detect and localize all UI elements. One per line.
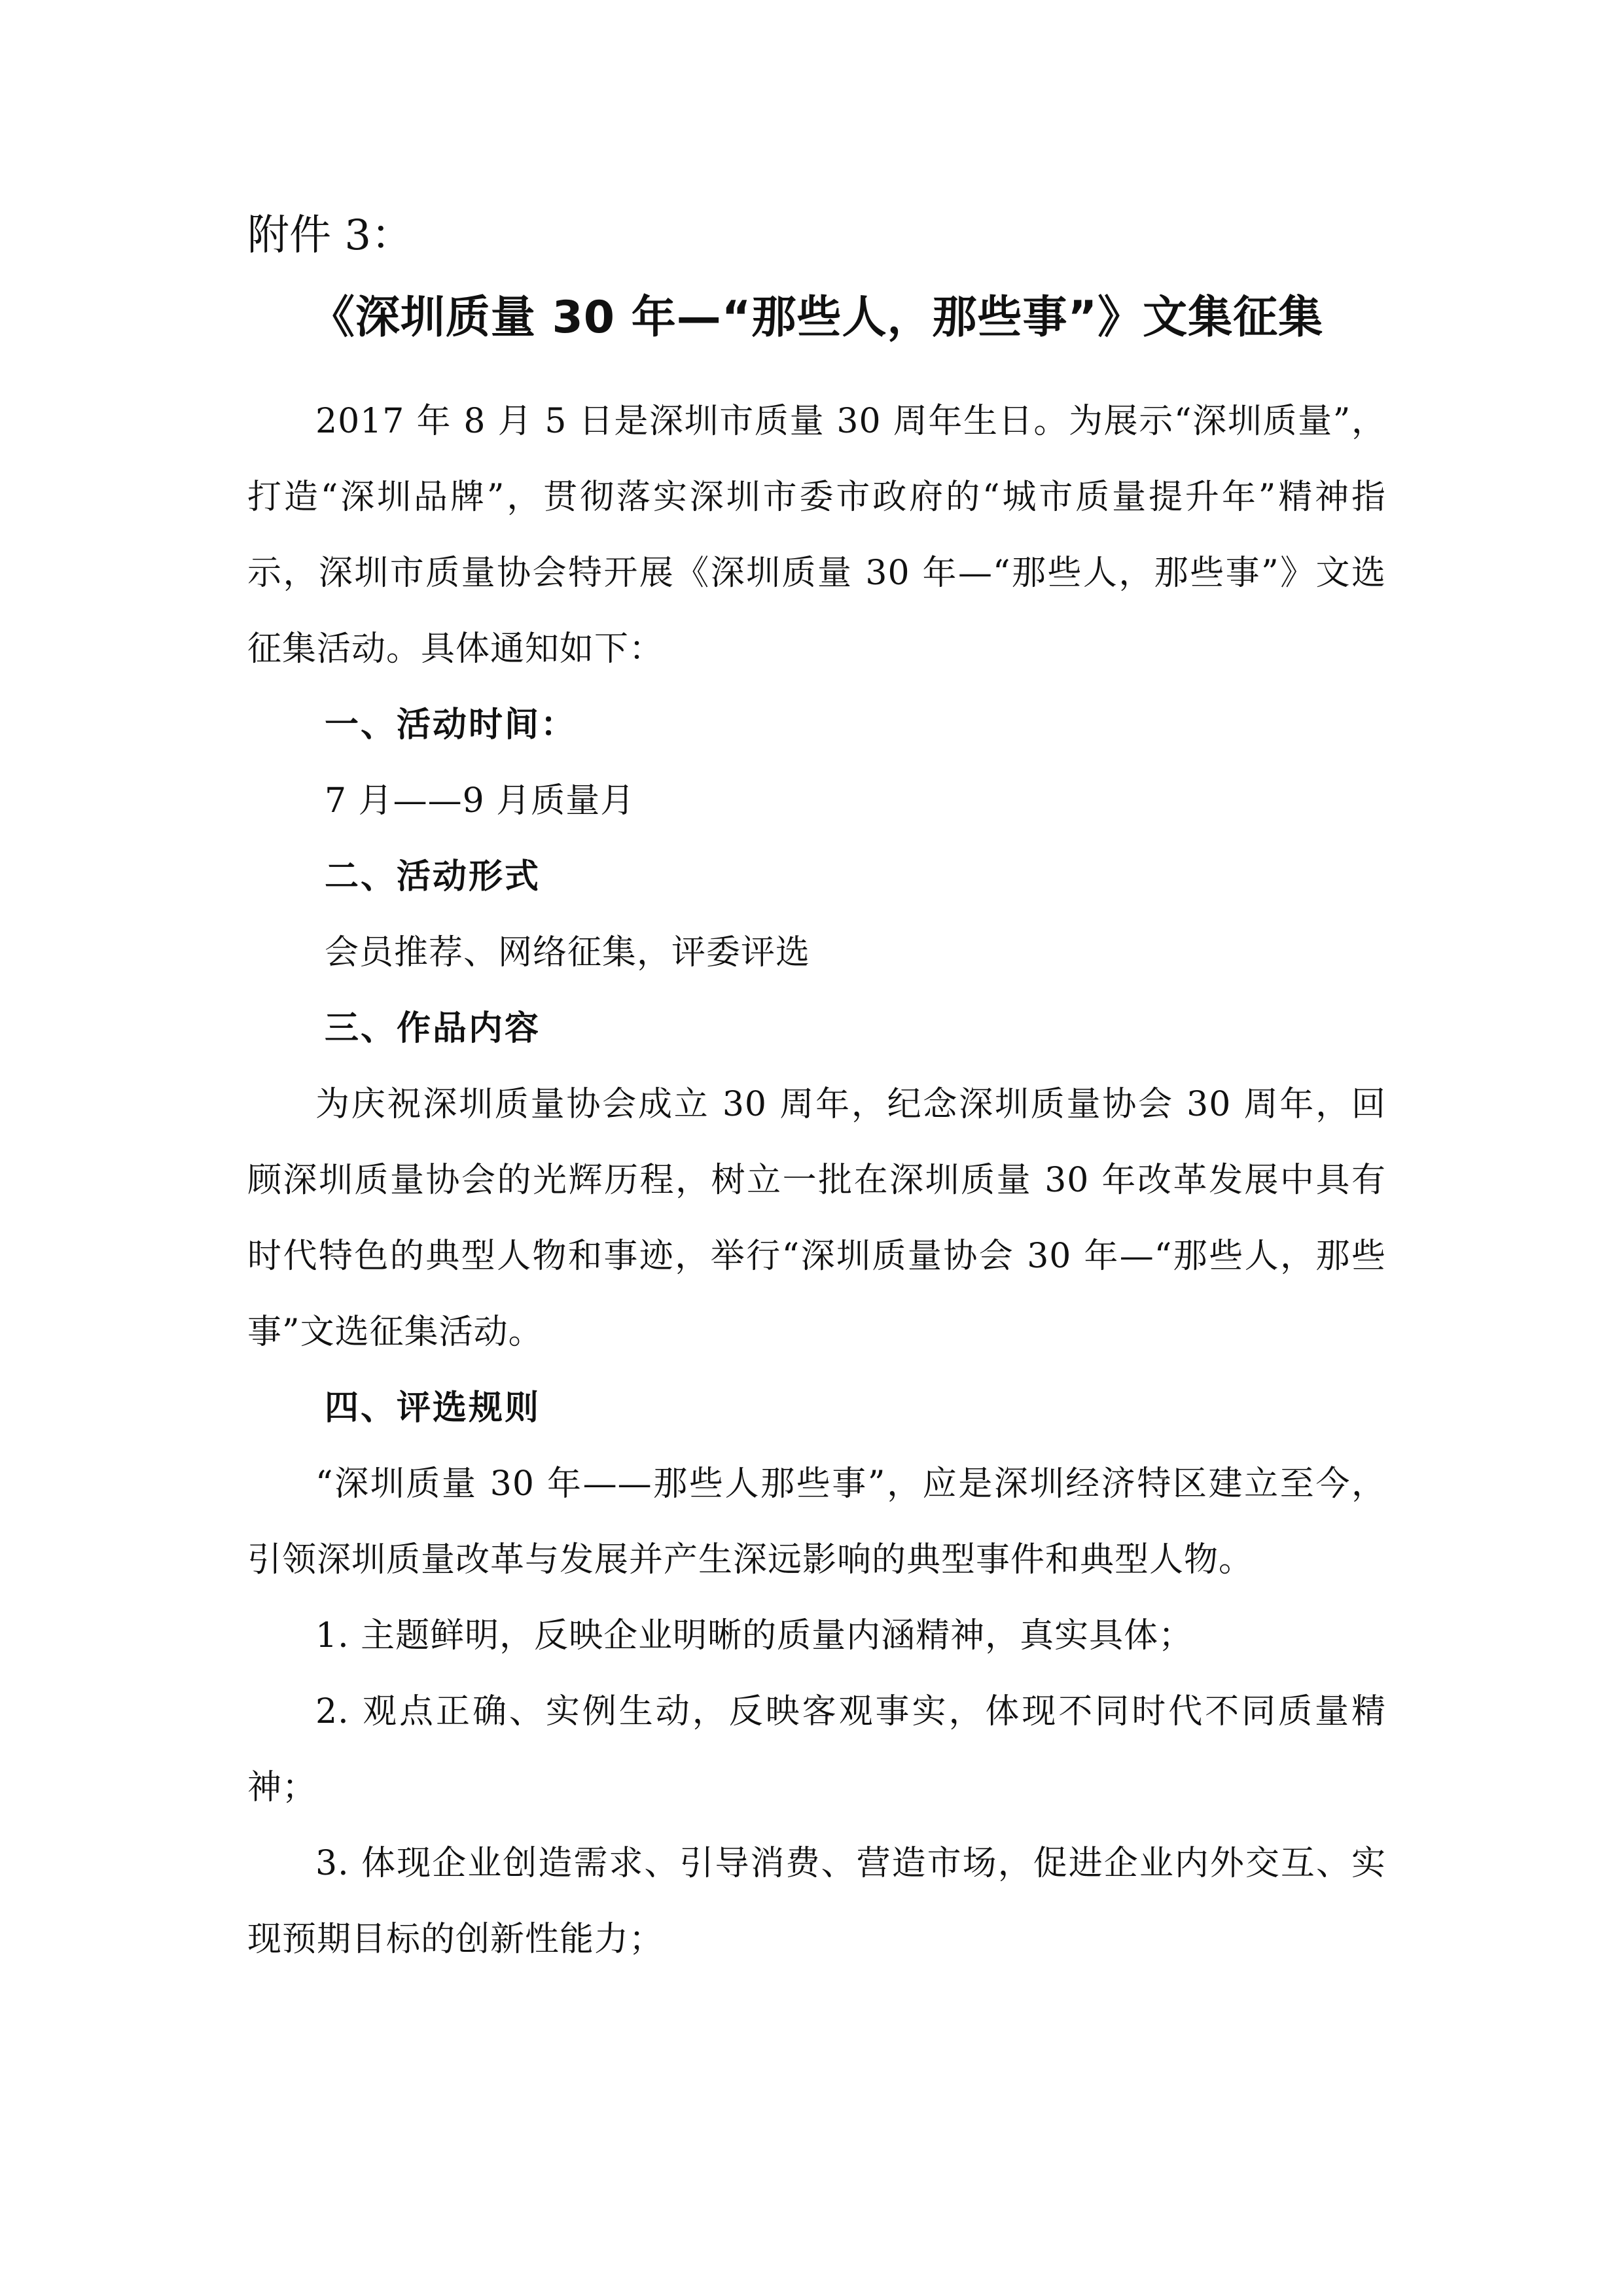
section-content-form: 会员推荐、网络征集，评委评选	[325, 933, 811, 972]
section-content-time: 7 月——9 月质量月	[325, 781, 635, 821]
document-page	[247, 209, 1386, 1977]
section-heading-form: 二、活动形式	[325, 857, 541, 896]
rule-item: 1. 主题鲜明，反映企业明晰的质量内涵精神，真实具体；	[315, 1616, 1194, 1655]
section-heading-rules: 四、评选规则	[325, 1388, 541, 1428]
section-body-rules: “深圳质量 30 年——那些人那些事”，应是深圳经济特区建立至今，引领深圳质量改革与发展并产生深远影响的典型事件和典型人物。	[247, 1464, 1386, 1580]
section-heading-content: 三、作品内容	[325, 1009, 541, 1048]
section-heading-time: 一、活动时间：	[325, 705, 577, 745]
intro-paragraph: 2017 年 8 月 5 日是深圳市质量 30 周年生日。为展示“深圳质量”，打造“深圳品牌”，贯彻落实深圳市委市政府的“城市质量提升年”精神指示，深圳市质量协会特开展《深圳质量 30 年—“那些人，那些事”》文选征集活动。具体通知如下：	[247, 402, 1386, 669]
rule-item: 2. 观点正确、实例生动，反映客观事实，体现不同时代不同质量精神；	[247, 1692, 1386, 1807]
rule-item: 3. 体现企业创造需求、引导消费、营造市场，促进企业内外交互、实现预期目标的创新性能力；	[247, 1844, 1386, 1959]
document-title: 《深圳质量 30 年—“那些人，那些事”》文集征集	[310, 292, 1324, 344]
section-body-content: 为庆祝深圳质量协会成立 30 周年，纪念深圳质量协会 30 周年，回顾深圳质量协会的光辉历程，树立一批在深圳质量 30 年改革发展中具有时代特色的典型人物和事迹，举行“深圳质量协会 30 年—“那些人，那些事”文选征集活动。	[247, 1085, 1386, 1352]
attachment-label: 附件 3：	[247, 211, 414, 260]
